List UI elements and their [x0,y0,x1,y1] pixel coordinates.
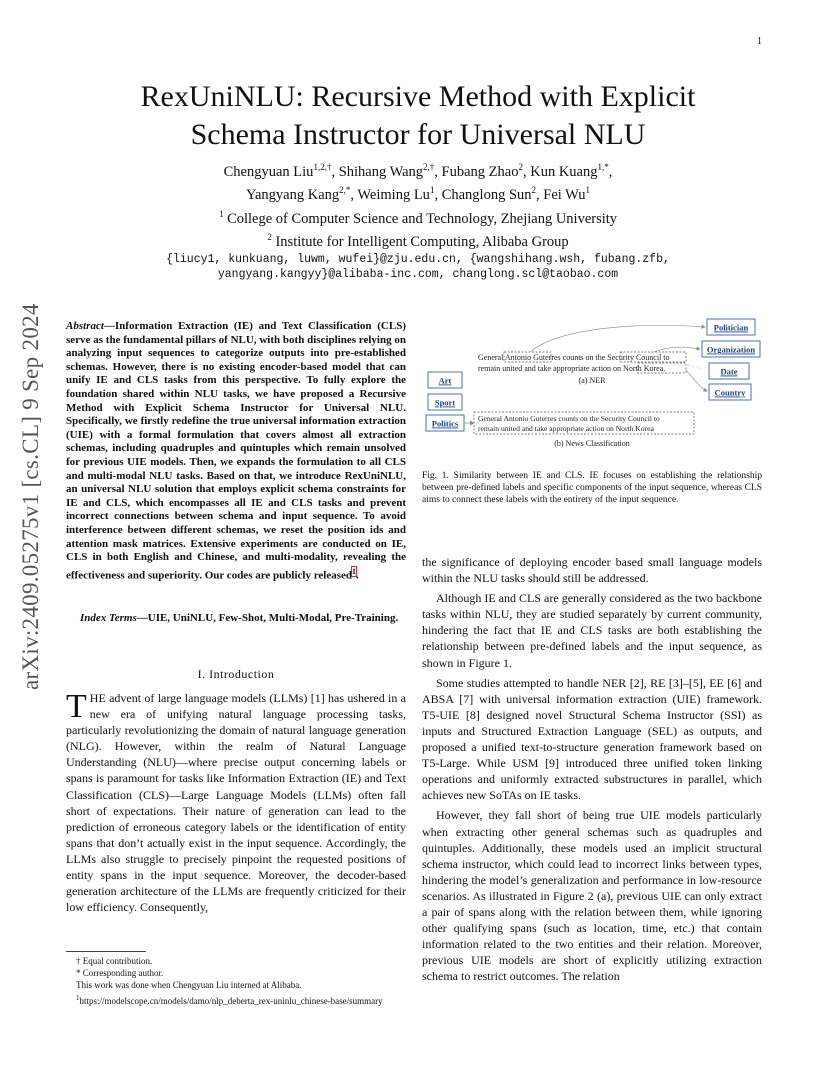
index-terms-text: —UIE, UniNLU, Few-Shot, Multi-Modal, Pre-Training. [136,612,399,624]
ner-label-date [709,363,749,379]
ner-sentence-line-1: General Antonio Guterres counts on the Security Council to [478,353,670,362]
footnote-2: * Corresponding author. [76,968,164,979]
footnotes [66,951,406,1007]
figure-1 [422,315,767,455]
title-line-2: Schema Instructor for Universal NLU [190,118,646,151]
footnote-1: † Equal contribution. [76,956,153,966]
drop-cap: T [66,688,87,725]
abstract-text: —Information Extraction (IE) and Text Classification (CLS) serve as the fundamental pillars of NLU, with both disciplines relying on analyzing input sequences to categorize outputs into pre-established schemas. However, there is no existing encoder-based model that can unify IE and CLS tasks from this perspective. To fully explore the foundation shared within NLU tasks, we have proposed a Recursive Method with Explicit Schema Instructor for Universal NLU. Specifically, we firstly redefine the true universal information extraction (UIE) with a formal formulation that covers almost all extraction schemas, including quadruples and quintuples which remain unsolved for previous UIE models. Then, we expands the formulation to all CLS and multi-modal NLU tasks. Based on that, we introduce RexUniNLU, an universal NLU solution that employs explicit schema constraints for IE and CLS, which encompasses all IE and CLS tasks and prevent incorrect connections between schema and input sequence. To avoid interference between different schemas, we reset the position ids and attention mask matrices. Extensive experiments are conducted on IE, CLS in both English and Chinese, and multi-modality, revealing the effectiveness and superiority. Our codes are publicly released [66,320,406,582]
right-column-body [422,554,762,988]
index-terms-label: Index Terms [80,612,137,624]
index-terms [66,612,406,626]
cls-sentence-line-1: General Antonio Guterres counts on the Security Council to [478,414,660,423]
figure-sub-b: (b) News Classification [554,439,630,448]
svg-text:Country: Country [714,387,746,398]
abstract: Abstract—Information Extraction (IE) and Text Classification (CLS) serve as the fundamental pillars of NLU, with both disciplines relying on analyzing input sequences to categorize outputs into pre-established schemas. However, there is no existing encoder-based model that can unify IE and CLS tasks from this perspective. To fully explore the foundation shared within NLU tasks, we have proposed a Recursive Method with Explicit Schema Instructor for Universal NLU. Specifically, we firstly redefine the true universal information extraction (UIE) with a formal formulation that covers almost all extraction schemas, including quadruples and quintuples which remain unsolved for previous UIE models. Then, we expands the formulation to all CLS and multi-modal NLU tasks. Based on that, we introduce RexUniNLU, an universal NLU solution that employs explicit schema constraints for IE and CLS, which encompasses all IE and CLS tasks and prevent incorrect connections between schema and input sequence. To avoid interference between different schemas, we reset the position ids and attention mask matrices. Extensive experiments are conducted on IE, CLS in both English and Chinese, and multi-modality, revealing the effectiveness and superiority. Our codes are publicly released$^1$. [66,320,406,582]
svg-text:Date: Date [720,366,738,377]
svg-text:Sport: Sport [434,397,456,408]
ner-label-organization [702,341,760,357]
footnote-4: $^1$https://modelscope.cn/models/damo/nlp_deberta_rex-uninlu_chinese-base/summary [76,993,383,1006]
title-line-1: RexUniNLU: Recursive Method with Explicit [140,80,696,113]
ner-sentence-line-2: remain united and take appropriate action on North Korea. [478,364,666,373]
author-block [60,158,776,282]
intro-text: HE advent of large language models (LLMs) [1] has ushered in a new era of unifying natural language processing tasks, particularly revolutionizing the domain of natural language generation (NLG). However, within the realm of Natural Language Understanding (NLU)—where precise output concerning labels or spans is paramount for tasks like Information Extraction (IE) and Text Classification (CLS)—Large Language Models (LLMs) often fall short of expectations. Their nature of generation can lead to the prediction of erroneous category labels or the identification of entity spans that don’t actually exist in the input sequence. Accordingly, the LLMs also struggle to precisely pinpoint the requested positions of entity spans in the input sequence. Moreover, the decoder-based generation architecture of the LLMs are frequently criticized for their low efficiency. Consequently, [66,691,406,915]
svg-text:Art: Art [438,375,452,386]
svg-text:Organization: Organization [706,344,756,355]
paragraph-2: Although IE and CLS are generally considered as the two backbone tasks within NLU, they are studied separately by current community, hindering the fact that IE and CLS tasks are both establishing the relationship between pre-defined labels and the input sequence, as shown in Figure 1. [422,591,762,670]
footnote-rule [66,951,146,952]
figure-caption: Fig. 1. Similarity between IE and CLS. IE focuses on establishing the relationship between pre-defined labels and specific components of the input sequence, whereas CLS aims to connect these labels with the entirety of the input sequence. [422,471,762,505]
abstract-label: Abstract [66,320,104,332]
arxiv-id: arXiv:2409.05275v1 [cs.CL] 9 Sep 2024 [18,303,43,690]
authors-line-2: Yangyang Kang$^{2,*}$, Weiming Lu$^1$, Changlong Sun$^2$, Fei Wu$^1$ [245,185,591,204]
footnote-ref-1[interactable]: 1 [351,566,356,576]
page-number: 1 [757,36,762,47]
emails-line-2: yangyang.kangyy}@alibaba-inc.com, changlong.scl@taobao.com [217,267,619,281]
footnote-3: This work was done when Chengyuan Liu interned at Alibaba. [76,980,302,991]
arxiv-watermark [12,290,52,690]
paper-title [60,78,776,154]
figure-sub-a: (a) NER [578,376,606,385]
cls-sentence-line-2: remain united and take appropriate action on North Korea [478,424,654,433]
paragraph-3: Some studies attempted to handle NER [2], RE [3]–[5], EE [6] and ABSA [7] with universal information extraction (UIE) framework. T5-UIE [8] designed novel Structural Schema Instructor (SSI) as inputs and Structured Extraction Language (SEL) as outputs, and proposed a unified text-to-structure generation framework based on T5-Large. While USM [9] introduced three unified token linking operations and uniformly extracted substructures in parallel, which achieves new SoTAs on IE tasks. [422,675,762,803]
intro-paragraph [66,690,406,915]
cls-label-art [428,372,462,388]
section-heading: I. Introduction [197,667,275,681]
authors-line-1: Chengyuan Liu$^{1,2,\dagger}$, Shihang Wang$^{2,\dagger}$, Fubang Zhao$^2$, Kun Kuang$^{1,*}$, [223,162,613,180]
svg-text:Politics: Politics [431,418,459,429]
cls-label-sport [428,394,462,410]
paragraph-1: the significance of deploying encoder based small language models within the NLU tasks should still be addressed. [422,555,762,586]
affiliation-2: $^2$ Institute for Intelligent Computing, Alibaba Group [267,232,569,251]
affiliation-1: $^1$ College of Computer Science and Technology, Zhejiang University [218,208,618,227]
emails-line-1: {liucy1, kunkuang, luwm, wufei}@zju.edu.cn, {wangshihang.wsh, fubang.zfb, [166,252,670,266]
ner-label-country [709,384,751,400]
ner-label-politician [707,319,755,335]
cls-label-politics [426,415,464,431]
svg-text:Politician: Politician [713,322,749,333]
paragraph-4: However, they fall short of being true UIE models particularly when extracting other general schemas such as quadruples and quintuples. Additionally, these models used an implicit structural schema instructor, which could lead to incorrect links between types, hindering the model’s generalization and performance in low-resource scenarios. As illustrated in Figure 2 (a), previous UIE can only extract a pair of spans along with the relation between them, while ignoring other qualifying spans (such as location, time, etc.) that contain information related to the two entities and their relation. Moreover, previous UIE models are short of explicitly utilizing extraction schema to restrict outcomes. The relation [422,808,762,984]
